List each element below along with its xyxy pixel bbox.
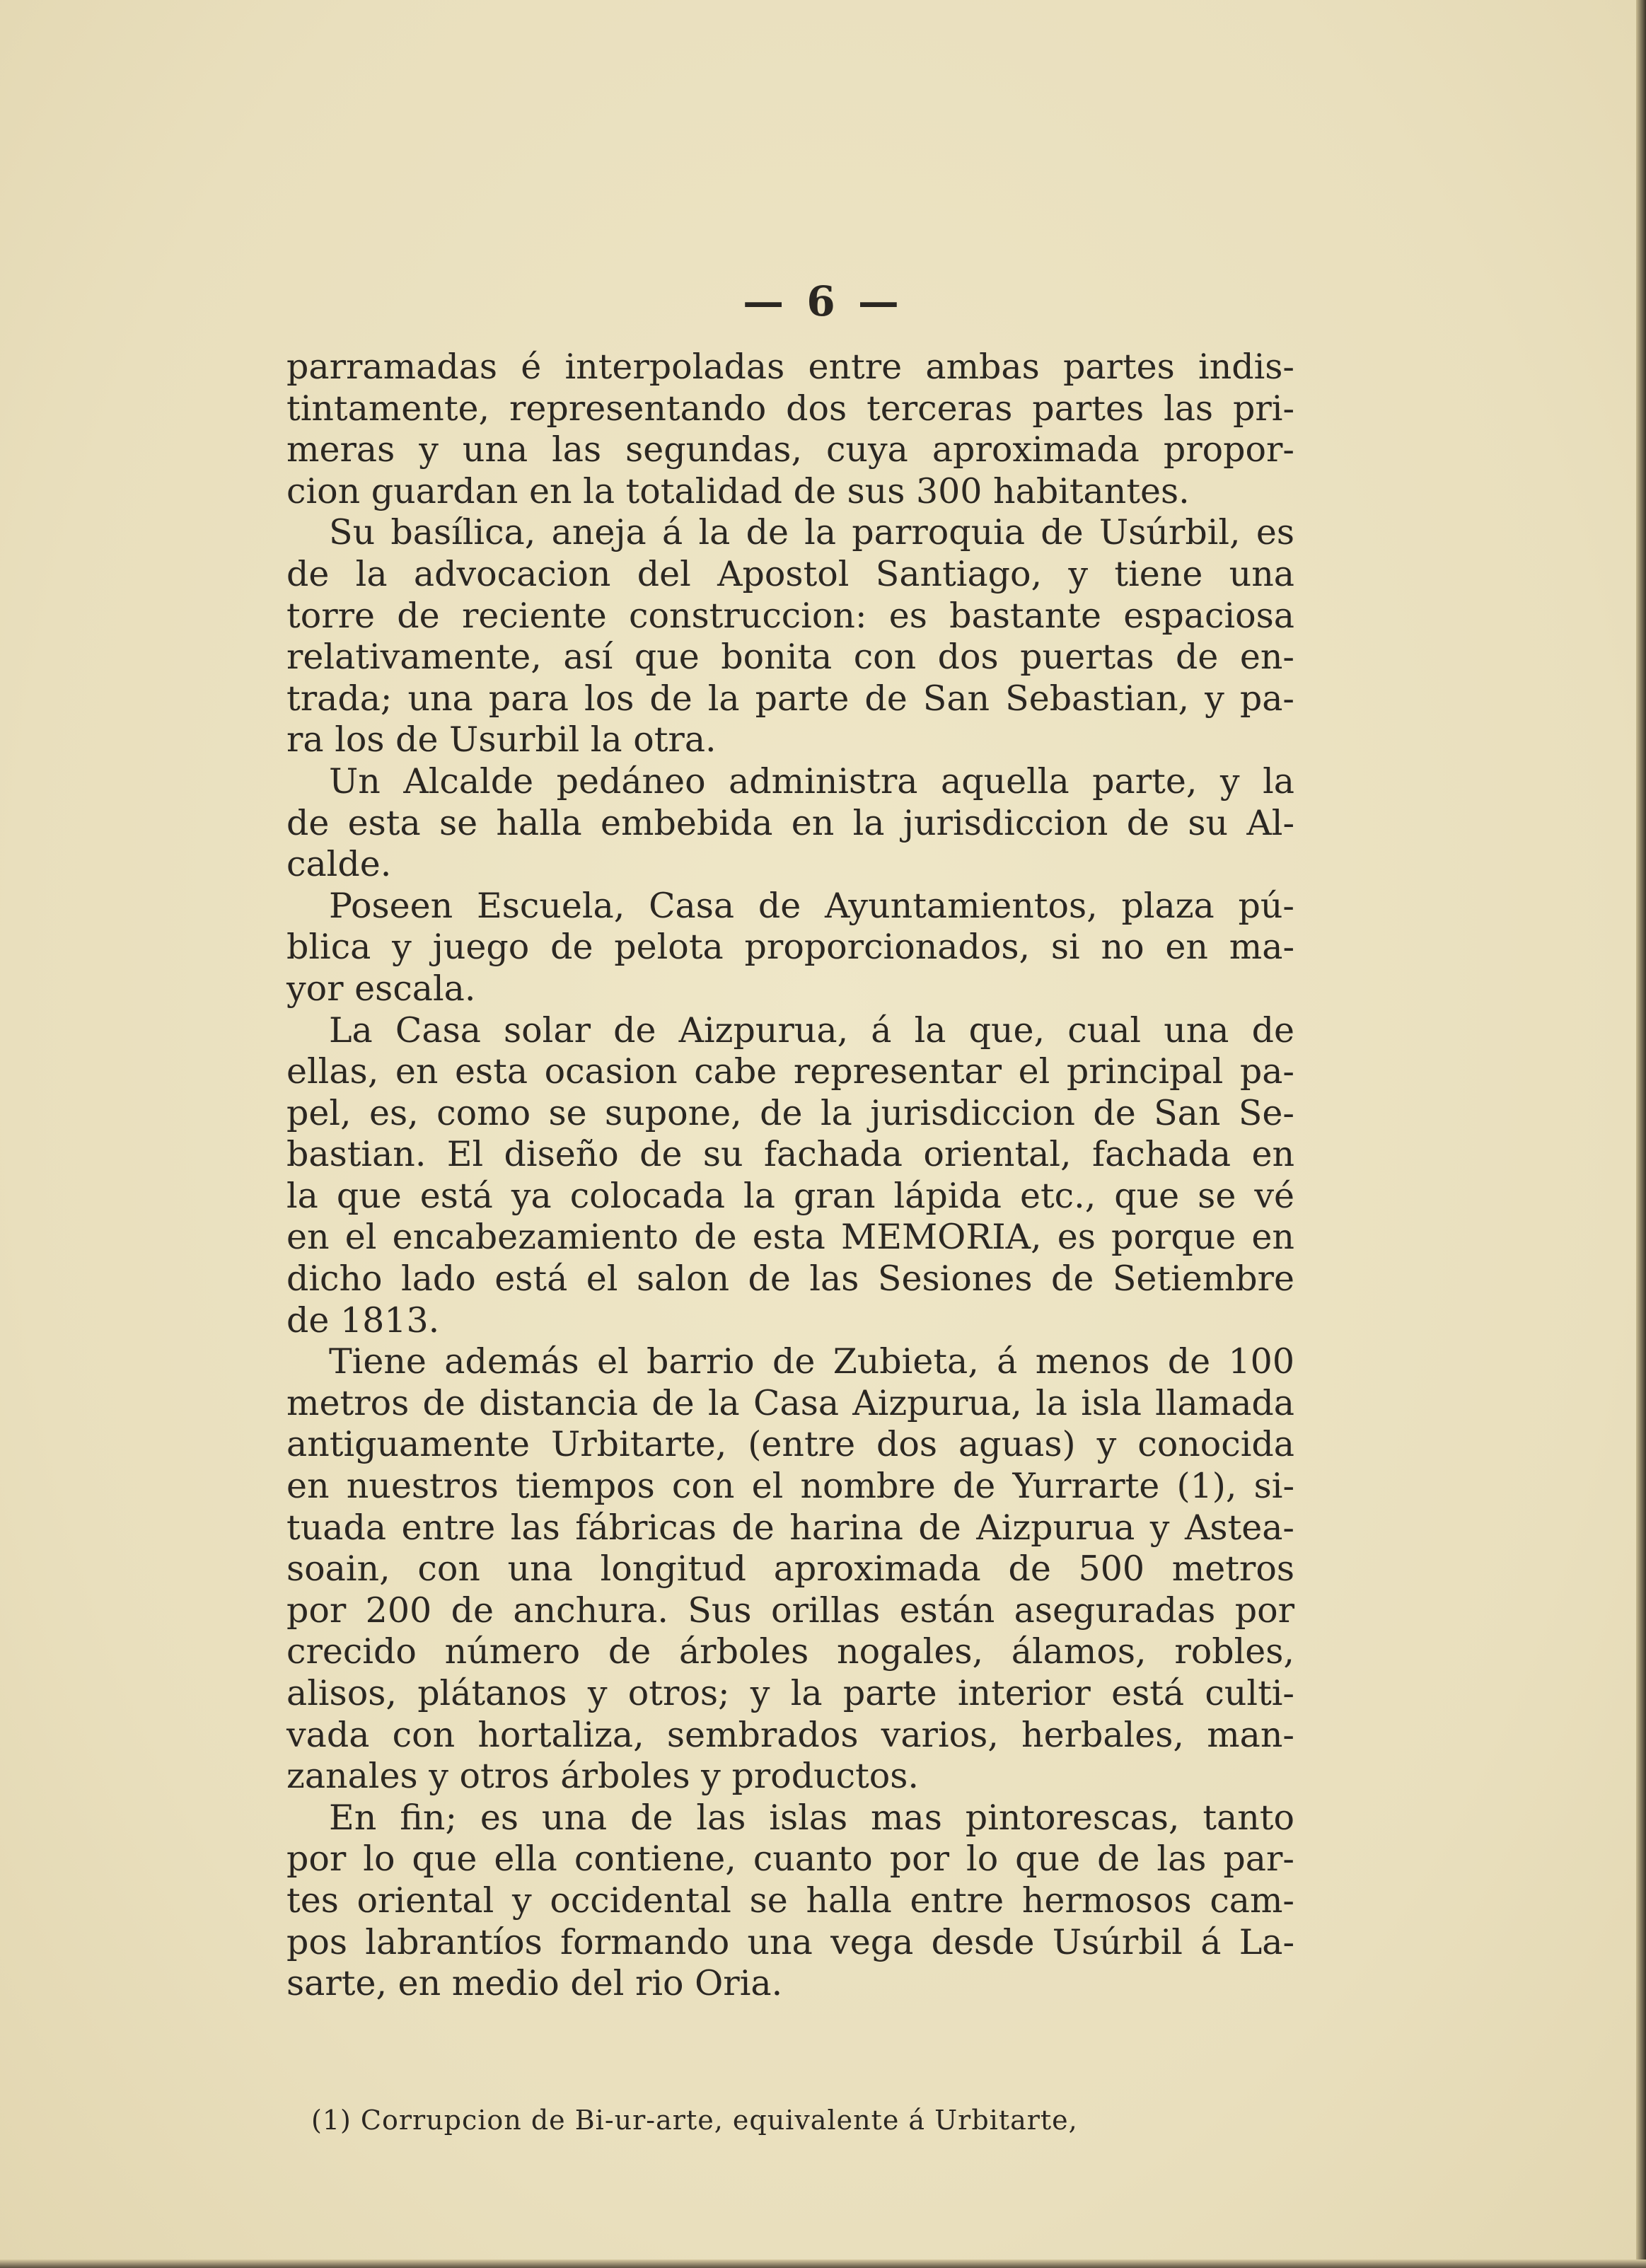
text-line: dicho lado está el salon de las Sesiones de Setiembre bbox=[286, 1259, 1294, 1300]
text-line: de esta se halla embebida en la jurisdiccion de su Al- bbox=[286, 802, 1294, 843]
text-line: de la advocacion del Apostol Santiago, y tiene una bbox=[286, 553, 1294, 594]
text-line: metros de distancia de la Casa Aizpurua, la isla llamada bbox=[286, 1382, 1294, 1423]
text-line: pel, es, como se supone, de la jurisdiccion de San Se- bbox=[286, 1092, 1294, 1133]
text-line: antiguamente Urbitarte, (entre dos aguas) y conocida bbox=[286, 1424, 1294, 1465]
text-line: vada con hortaliza, sembrados varios, herbales, man- bbox=[286, 1714, 1294, 1755]
text-line: Un Alcalde pedáneo administra aquella parte, y la bbox=[329, 760, 1294, 802]
text-line: tintamente, representando dos terceras partes las pri- bbox=[286, 388, 1294, 429]
text-line: bastian. El diseño de su fachada oriental, fachada en bbox=[286, 1134, 1294, 1175]
text-line: por 200 de anchura. Sus orillas están aseguradas por bbox=[286, 1590, 1294, 1631]
text-line: cion guardan en la totalidad de sus 300 habitantes. bbox=[286, 470, 1190, 511]
text-line: por lo que ella contiene, cuanto por lo que de las par- bbox=[286, 1839, 1294, 1880]
text-line: calde. bbox=[286, 844, 392, 885]
text-line: La Casa solar de Aizpurua, á la que, cual una de bbox=[329, 1009, 1294, 1051]
text-line: meras y una las segundas, cuya aproximada propor- bbox=[286, 429, 1294, 470]
text-line: Poseen Escuela, Casa de Ayuntamientos, plaza pú- bbox=[329, 885, 1294, 926]
text-line: de 1813. bbox=[286, 1300, 440, 1341]
text-line: ellas, en esta ocasion cabe representar el principal pa- bbox=[286, 1051, 1294, 1092]
text-line: tuada entre las fábricas de harina de Aizpurua y Astea- bbox=[286, 1507, 1294, 1548]
text-line: tes oriental y occidental se halla entre hermosos cam- bbox=[286, 1880, 1294, 1921]
text-line: Tiene además el barrio de Zubieta, á menos de 100 bbox=[329, 1341, 1294, 1382]
text-line: torre de reciente construccion: es bastante espaciosa bbox=[286, 595, 1294, 636]
text-line: en el encabezamiento de esta MEMORIA, es porque en bbox=[286, 1217, 1294, 1258]
text-line: crecido número de árboles nogales, álamos, robles, bbox=[286, 1631, 1294, 1672]
page-bottom-shadow bbox=[0, 2260, 1646, 2268]
text-line: parramadas é interpoladas entre ambas partes indis- bbox=[286, 347, 1294, 387]
text-line: sarte, en medio del rio Oria. bbox=[286, 1963, 783, 2004]
text-line: alisos, plátanos y otros; y la parte interior está culti- bbox=[286, 1673, 1294, 1713]
text-line: trada; una para los de la parte de San Sebastian, y pa- bbox=[286, 678, 1294, 719]
text-line: pos labrantíos formando una vega desde Usúrbil á La- bbox=[286, 1921, 1294, 1962]
text-line: Su basílica, aneja á la de la parroquia de Usúrbil, es bbox=[329, 512, 1294, 553]
body-text bbox=[286, 347, 1294, 2005]
text-line: blica y juego de pelota proporcionados, si no en ma- bbox=[286, 927, 1294, 968]
text-line: zanales y otros árboles y productos. bbox=[286, 1756, 920, 1797]
text-line: en nuestros tiempos con el nombre de Yurrarte (1), si- bbox=[286, 1466, 1294, 1507]
text-line: En fin; es una de las islas mas pintorescas, tanto bbox=[329, 1797, 1294, 1838]
text-line: soain, con una longitud aproximada de 500 metros bbox=[286, 1549, 1294, 1590]
text-line: la que está ya colocada la gran lápida etc., que se vé bbox=[286, 1175, 1294, 1216]
text-line: relativamente, así que bonita con dos puertas de en- bbox=[286, 637, 1294, 678]
page-number: — 6 — bbox=[743, 277, 903, 325]
page-edge-shadow bbox=[1636, 0, 1646, 2268]
text-line: ra los de Usurbil la otra. bbox=[286, 719, 717, 760]
footnote: (1) Corrupcion de Bi-ur-arte, equivalente á Urbitarte, bbox=[311, 2105, 1078, 2136]
text-line: yor escala. bbox=[286, 968, 476, 1009]
